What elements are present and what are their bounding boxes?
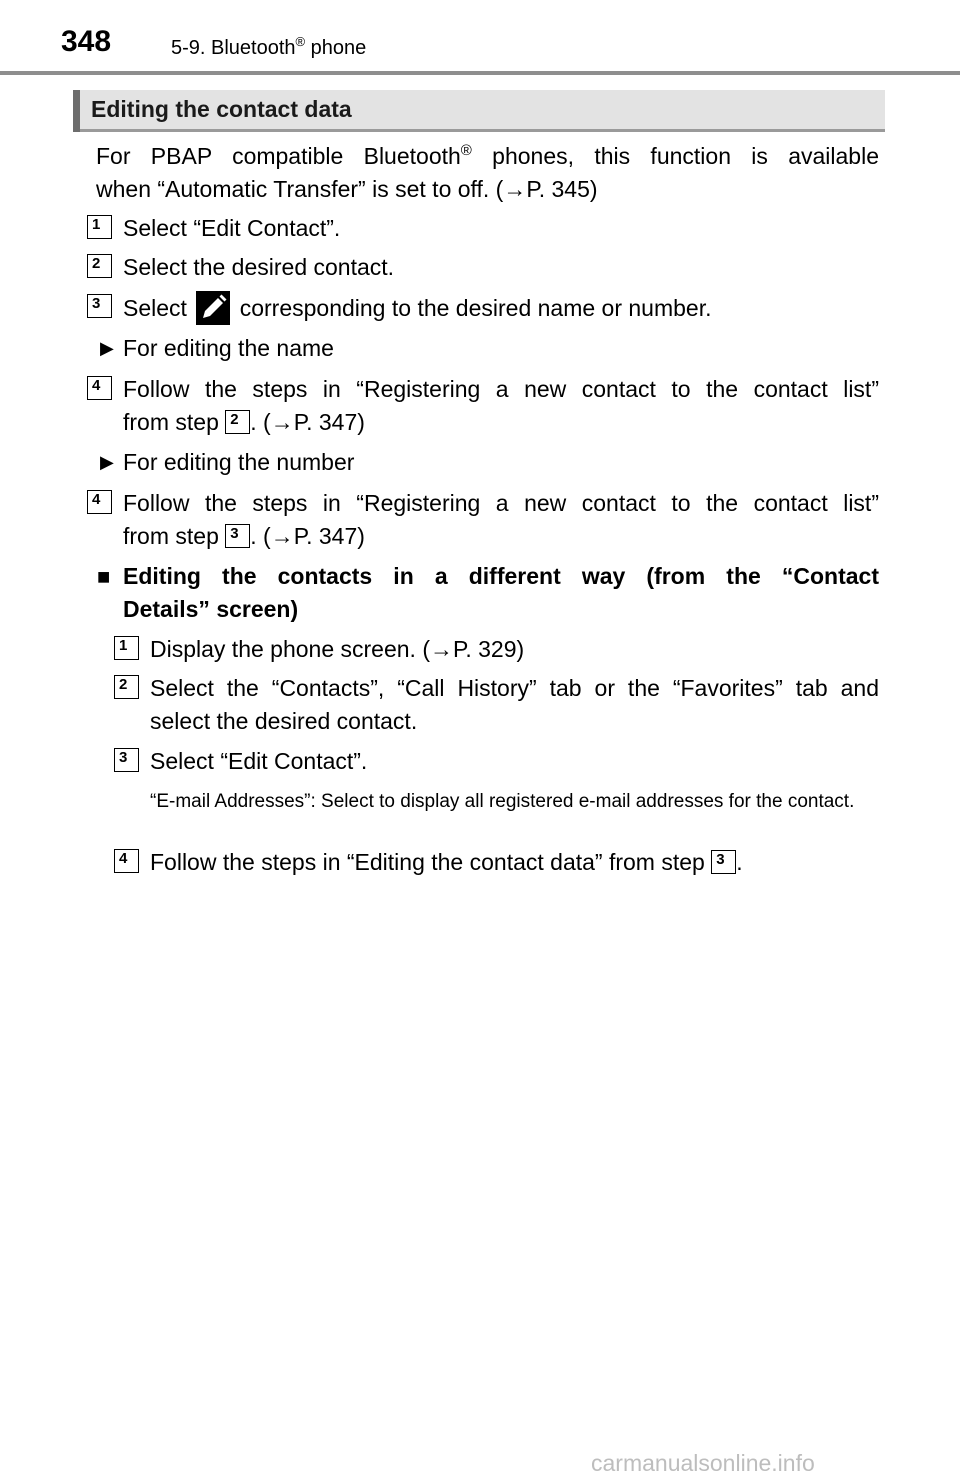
step-badge: 4: [87, 490, 112, 514]
section-accent: [73, 90, 80, 132]
step-text: Follow the steps in “Registering a new contact to the contact list”: [123, 376, 879, 402]
alt-heading-line-1: Editing the contacts in a different way (from the “Contact: [123, 563, 879, 589]
square-bullet-icon: ■: [97, 564, 111, 589]
subheading-number: For editing the number: [123, 449, 355, 475]
step-text: Select the “Contacts”, “Call History” tab or the “Favorites” tab and: [150, 675, 879, 701]
step-text-cont: from step 2 . (→P. 347): [123, 409, 365, 435]
intro-line-2: when “Automatic Transfer” is set to off. (→P. 345): [96, 176, 598, 202]
step-ref-badge: 3: [711, 850, 736, 874]
step-text: Display the phone screen. (→P. 329): [150, 636, 525, 662]
subheading-name: For editing the name: [123, 335, 334, 361]
step-badge: 4: [87, 376, 112, 400]
chapter-title: 5-9. Bluetooth® phone: [171, 34, 367, 59]
alt-heading-line-2: Details” screen): [123, 596, 299, 622]
step-badge: 1: [114, 636, 139, 660]
intro-line-1: For PBAP compatible Bluetooth® phones, this function is available: [96, 142, 879, 169]
step-text: Select “Edit Contact”.: [123, 215, 341, 241]
step-text: Select the desired contact.: [123, 254, 395, 280]
step-ref-badge: 3: [225, 524, 250, 548]
pencil-icon: [196, 291, 230, 325]
section-title: Editing the contact data: [91, 96, 352, 122]
step-text-cont: from step 3 . (→P. 347): [123, 523, 365, 549]
step-badge: 3: [87, 294, 112, 318]
page-number: 348: [61, 25, 112, 58]
step-ref-badge: 2: [225, 410, 250, 434]
step-badge: 3: [114, 748, 139, 772]
watermark: carmanualsonline.info: [591, 1450, 815, 1476]
step-badge: 2: [114, 675, 139, 699]
step-badge: 1: [87, 215, 112, 239]
triangle-bullet-icon: ▶: [100, 452, 114, 472]
step-text-cont: select the desired contact.: [150, 708, 418, 734]
step-badge: 4: [114, 849, 139, 873]
step-badge: 2: [87, 254, 112, 278]
step-text: Select corresponding to the desired name or number.: [123, 291, 712, 325]
step-text: Select “Edit Contact”.: [150, 748, 368, 774]
header-rule: [0, 71, 960, 75]
step-text: Follow the steps in “Registering a new contact to the contact list”: [123, 490, 879, 516]
triangle-bullet-icon: ▶: [100, 338, 114, 358]
note-text: “E-mail Addresses”: Select to display all registered e-mail addresses for the contact.: [150, 791, 855, 812]
step-text: Follow the steps in “Editing the contact data” from step 3 .: [150, 849, 743, 875]
